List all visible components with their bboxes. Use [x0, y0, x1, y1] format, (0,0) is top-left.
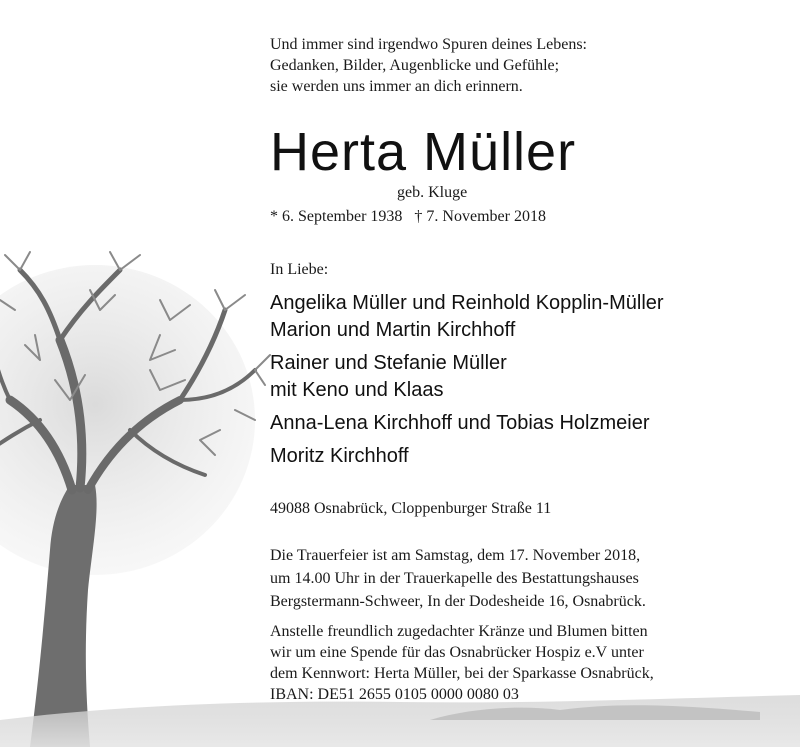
mourner-line: mit Keno und Klaas	[270, 379, 444, 401]
mourner-line: Marion und Martin Kirchhoff	[270, 319, 516, 341]
deceased-name: Herta Müller	[270, 122, 577, 182]
funeral-line: um 14.00 Uhr in der Trauerkapelle des Bestattungshauses	[270, 570, 639, 587]
donation-line: dem Kennwort: Herta Müller, bei der Sparkasse Osnabrück,	[270, 665, 654, 682]
mourners-list	[270, 290, 664, 470]
funeral-line: Bergstermann-Schweer, In der Dodesheide 16, Osnabrück.	[270, 593, 646, 610]
mourner-line: Rainer und Stefanie Müller	[270, 352, 507, 374]
mourner-line: Anna-Lena Kirchhoff und Tobias Holzmeier	[270, 412, 650, 434]
funeral-line: Die Trauerfeier ist am Samstag, dem 17. November 2018,	[270, 547, 641, 564]
quote-line: Gedanken, Bilder, Augenblicke und Gefühle;	[270, 57, 560, 74]
quote-line: Und immer sind irgendwo Spuren deines Lebens:	[270, 36, 587, 53]
donation-info	[270, 621, 775, 705]
maiden-name: geb. Kluge	[397, 184, 468, 201]
funeral-info	[270, 544, 775, 613]
quote-line: sie werden uns immer an dich erinnern.	[270, 78, 523, 95]
life-dates	[270, 208, 546, 226]
birth-date: * 6. September 1938	[270, 208, 403, 225]
mourner-line: Moritz Kirchhoff	[270, 445, 409, 467]
family-address: 49088 Osnabrück, Cloppenburger Straße 11	[270, 500, 552, 517]
donation-line: wir um eine Spende für das Osnabrücker Hospiz e.V unter	[270, 644, 644, 661]
donation-line: IBAN: DE51 2655 0105 0000 0080 03	[270, 686, 519, 703]
mourner-line: Angelika Müller und Reinhold Kopplin-Müller	[270, 292, 664, 314]
mourners-intro: In Liebe:	[270, 261, 329, 278]
donation-line: Anstelle freundlich zugedachter Kränze und Blumen bitten	[270, 623, 648, 640]
death-date: † 7. November 2018	[414, 208, 546, 225]
memorial-quote	[270, 34, 690, 97]
